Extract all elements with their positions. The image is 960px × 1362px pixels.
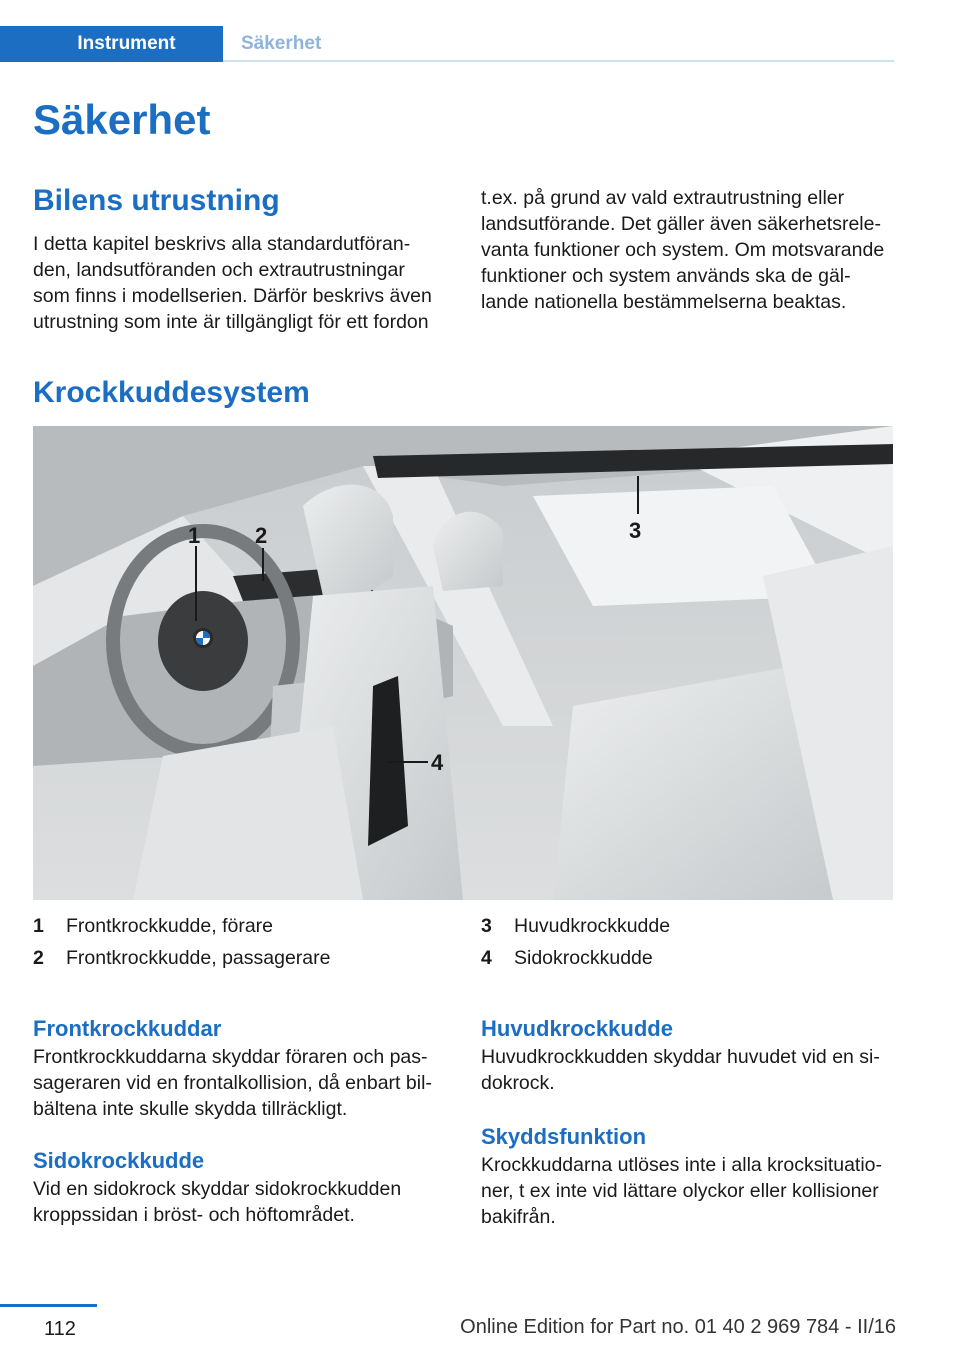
side-airbag-section (33, 1146, 453, 1228)
text-line: utrustning som inte är tillgängligt för ett fordon (33, 311, 429, 333)
head-airbag-section (481, 1014, 896, 1096)
figure-legend-left (33, 910, 330, 974)
car-interior-drawing (33, 426, 893, 900)
tab-sakerhet[interactable]: Säkerhet (241, 33, 322, 54)
legend-number: 1 (33, 915, 44, 937)
text-line: Vid en sidokrock skyddar sidokrockkudden (33, 1178, 402, 1200)
figure-legend-right (481, 910, 670, 974)
text-line: bältena inte skulle skydda tillräckligt. (33, 1098, 348, 1120)
text-line: ner, t ex inte vid lättare olyckor eller kollisioner (481, 1180, 879, 1202)
legend-item (33, 942, 330, 974)
callout-1: 1 (188, 523, 201, 548)
section-title-krockkuddesystem: Krockkuddesystem (33, 376, 310, 409)
frontal-airbags-section (33, 1014, 453, 1122)
text-line: den, landsutföranden och extrautrustningar (33, 259, 405, 281)
protection-function-section (481, 1122, 896, 1230)
legend-label: Huvudkrockkudde (514, 915, 671, 937)
subsection-title-sidokrockkudde: Sidokrockkudde (33, 1148, 205, 1173)
text-line: landsutförande. Det gäller även säkerhetsrele- (481, 213, 881, 235)
text-line: Krockkuddarna utlöses inte i alla krocksituatio- (481, 1154, 883, 1176)
legend-label: Sidokrockkudde (514, 947, 653, 969)
text-line: dokrock. (481, 1072, 555, 1094)
text-line: lande nationella bestämmelserna beaktas. (481, 291, 847, 313)
legend-item (33, 910, 330, 942)
legend-item (481, 910, 670, 942)
text-line: som finns i modellserien. Därför beskrivs även (33, 285, 432, 307)
callout-4: 4 (431, 750, 444, 775)
header-tabs (0, 26, 894, 62)
subsection-title-huvudkrockkudde: Huvudkrockkudde (481, 1016, 673, 1041)
text-line: sageraren vid en frontalkollision, då enbart bil- (33, 1072, 432, 1094)
page-title: Säkerhet (33, 96, 211, 143)
footer-accent-line (0, 1304, 97, 1307)
legend-item (481, 942, 670, 974)
airbag-illustration (33, 426, 893, 900)
text-line: kroppssidan i bröst- och höftområdet. (33, 1204, 355, 1226)
legend-number: 2 (33, 947, 44, 969)
legend-number: 3 (481, 915, 492, 937)
text-line: I detta kapitel beskrivs alla standardutföran- (33, 233, 411, 255)
page-number: 112 (44, 1318, 76, 1340)
callout-2: 2 (255, 523, 268, 548)
text-line: Frontkrockkuddarna skyddar föraren och pas- (33, 1046, 428, 1068)
edition-note: Online Edition for Part no. 01 40 2 969 784 - II/16 (460, 1316, 896, 1338)
legend-number: 4 (481, 947, 492, 969)
legend-label: Frontkrockkudde, passagerare (66, 947, 331, 969)
text-line: funktioner och system används ska de gäl- (481, 265, 851, 287)
section-title-bilens-utrustning: Bilens utrustning (33, 184, 280, 217)
text-line: t.ex. på grund av vald extrautrustning eller (481, 187, 845, 209)
tab-instrument[interactable]: Instrument (0, 26, 223, 62)
intro-paragraph-right (481, 185, 896, 315)
text-line: vanta funktioner och system. Om motsvarande (481, 239, 885, 261)
intro-paragraph-left (33, 231, 453, 335)
legend-label: Frontkrockkudde, förare (66, 915, 274, 937)
text-line: Huvudkrockkudden skyddar huvudet vid en si- (481, 1046, 880, 1068)
callout-3: 3 (629, 518, 642, 543)
subsection-title-skyddsfunktion: Skyddsfunktion (481, 1124, 647, 1149)
subsection-title-frontkrockkuddar: Frontkrockkuddar (33, 1016, 222, 1041)
text-line: bakifrån. (481, 1206, 556, 1228)
